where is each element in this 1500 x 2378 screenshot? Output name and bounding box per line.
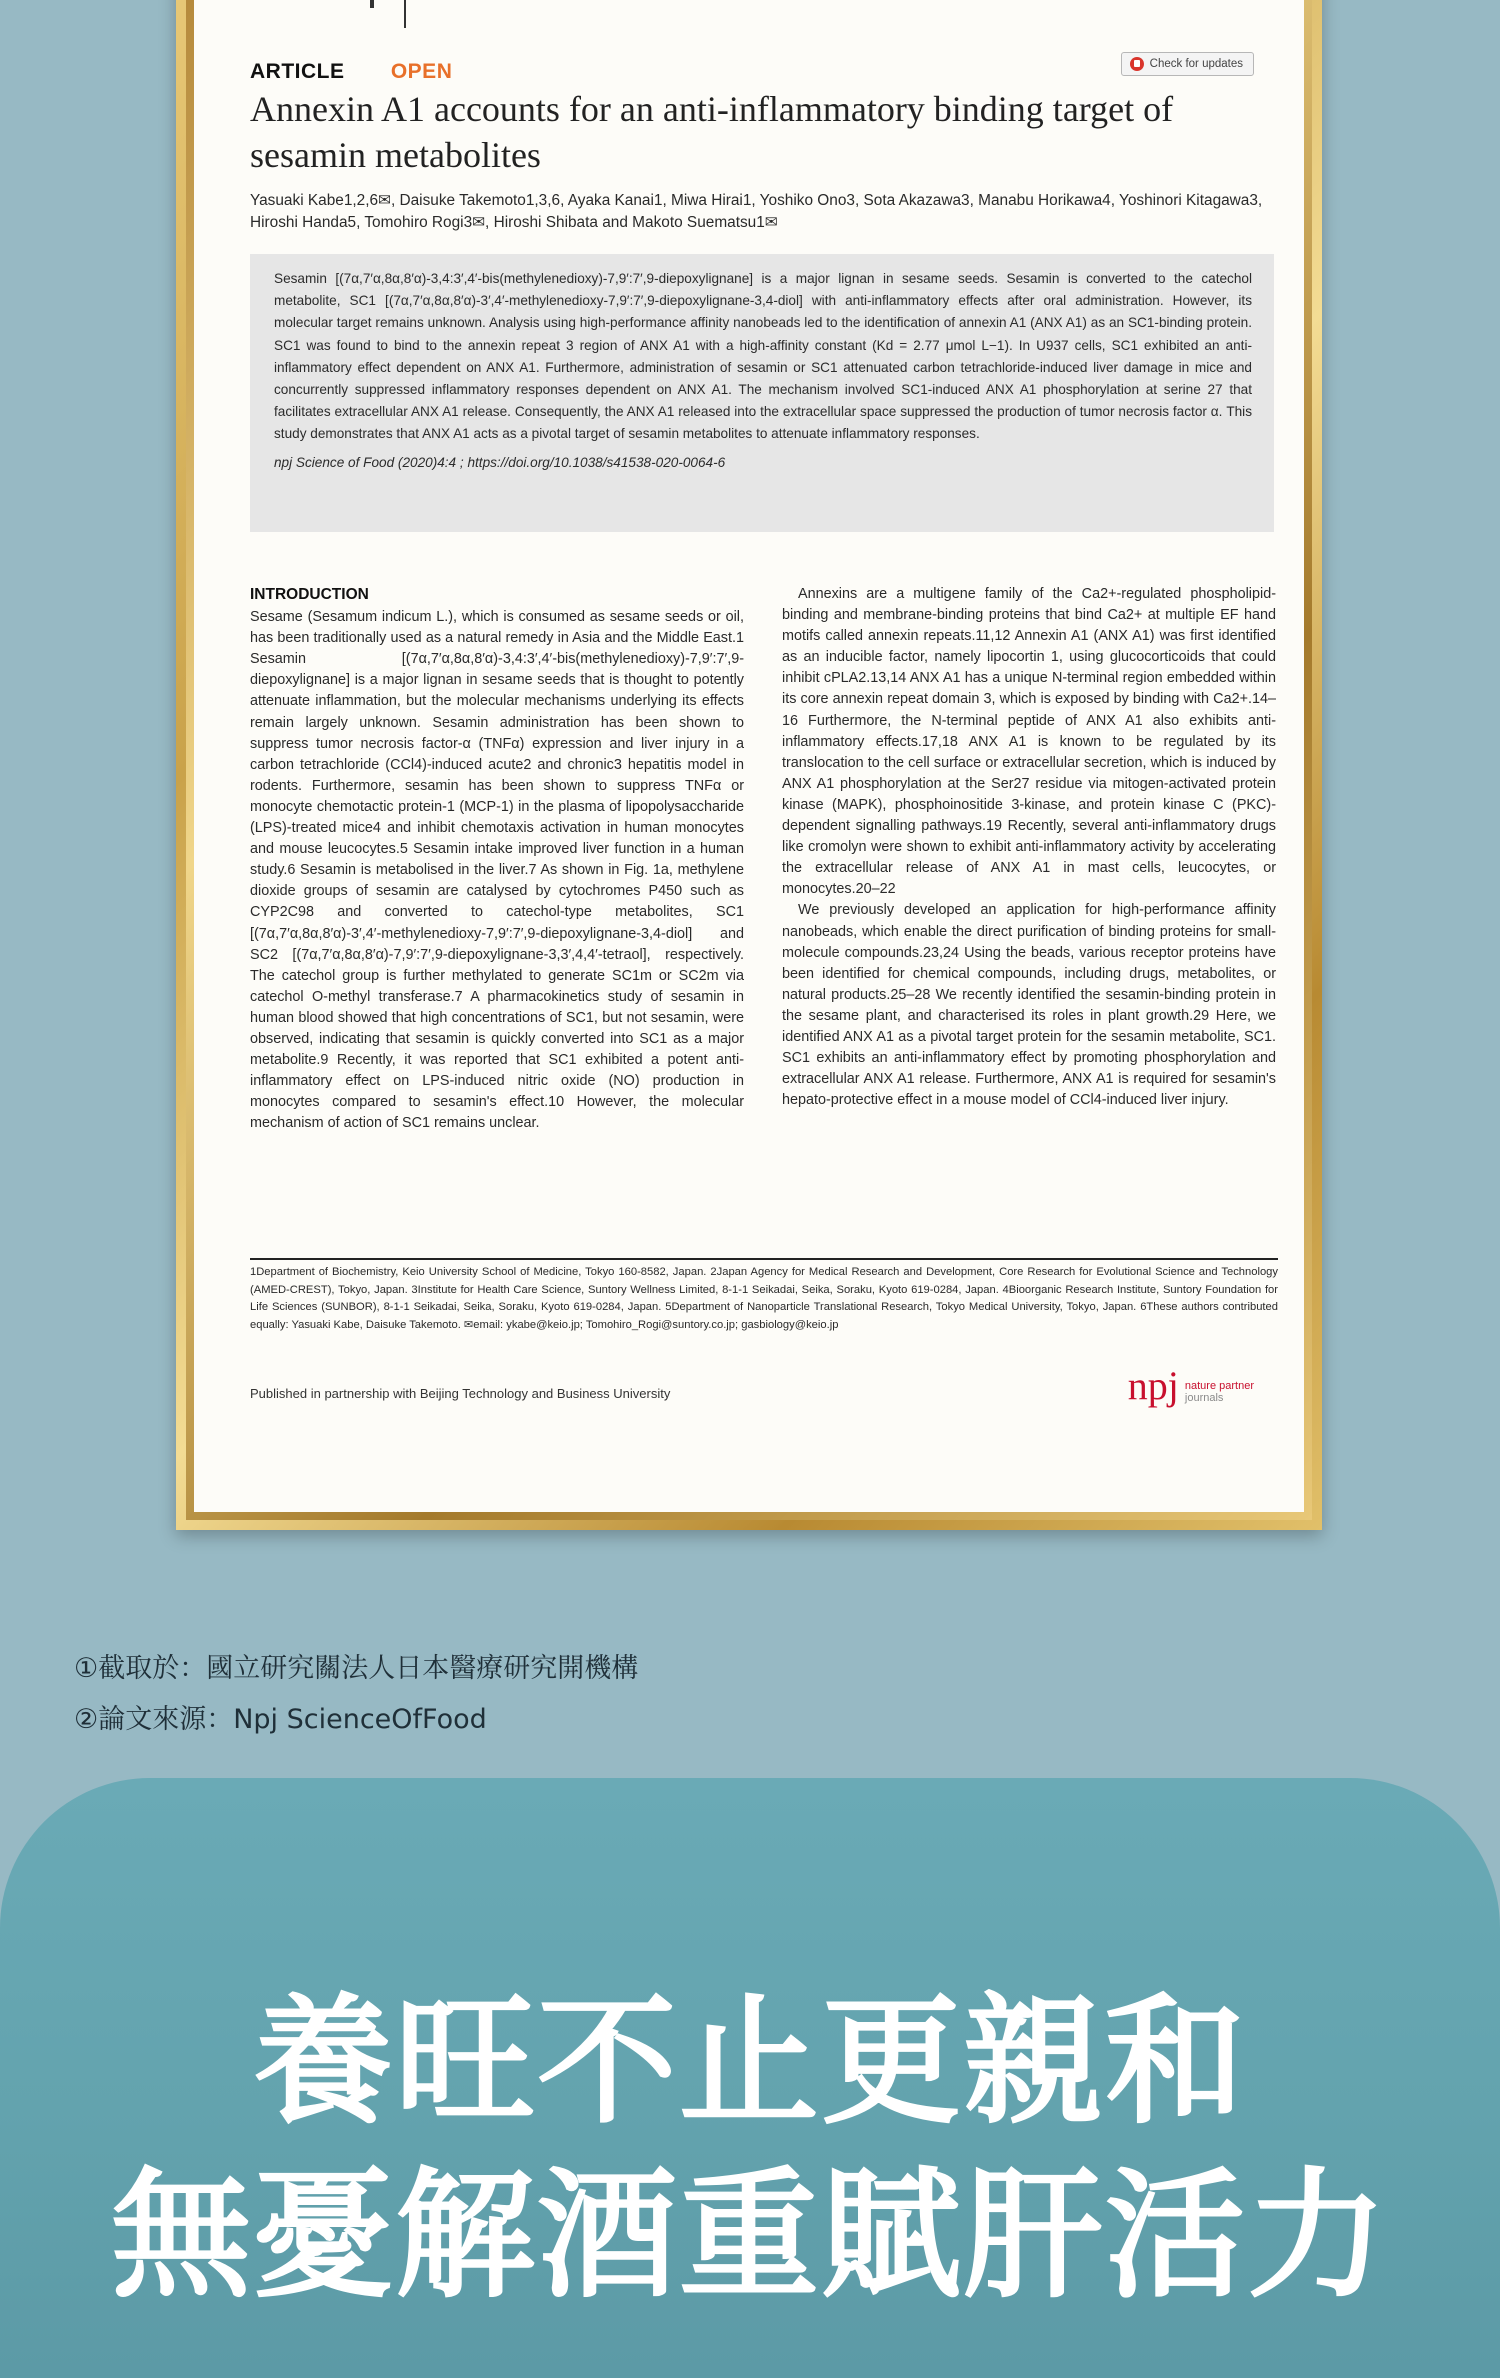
header-mark: [370, 0, 374, 8]
gold-picture-frame: [176, 0, 1322, 1530]
slogan-line-2: 無憂解酒重賦肝活力: [110, 2155, 1389, 2318]
header-divider: [404, 0, 406, 28]
abstract-box: [250, 254, 1274, 532]
check-for-updates-badge[interactable]: [1121, 52, 1254, 76]
intro-paragraph-1: Sesame (Sesamum indicum L.), which is consumed as sesame seeds or oil, has been traditionally used as a natural remedy in Asia and the Middle East.1 Sesamin [(7α,7′α,8α,8′α)-3,4:3′,4′-bis(methylenedioxy)-7,9′:7′,9-diepoxylignane] is a major lignan in sesame seeds that is thought to potently attenuate inflammation, but the molecular mechanisms underlying its effects remain largely unknown. Sesamin administration has been shown to suppress tumor necrosis factor-α (TNFα) expression and liver injury in a carbon tetrachloride (CCl4)-induced acute2 and chronic3 hepatitis model in rodents. Furthermore, sesamin has been shown to suppress TNFα or monocyte chemotactic protein-1 (MCP-1) in the plasma of lipopolysaccharide (LPS)-treated mice4 and inhibit chemotaxis activation in human monocytes and mouse leucocytes.5 Sesamin intake improved liver function in a human study.6 Sesamin is metabolised in the liver.7 As shown in Fig. 1a, methylene dioxide groups of sesamin are catalysed by cytochromes P450 such as CYP2C98 and converted to catechol-type metabolites, SC1 [(7α,7′α,8α,8′α)-3′,4′-methylenedioxy-7,9′:7′,9-diepoxylignane-3,4-diol] and SC2 [(7α,7′α,8α,8′α)-7,9′:7′,9-diepoxylignane-3,3′,4,4′-tetraol], respectively. The catechol group is further methylated to generate SC1m or SC2m via catechol O-methyl transferase.7 A pharmacokinetics study of sesamin in human blood showed that high concentrations of SC1, but not sesamin, were observed, indicating that sesamin is quickly converted into SC1 as a major metabolite.9 Recently, it was reported that SC1 exhibited a potent anti-inflammatory effect on LPS-induced nitric oxide (NO) production in monocytes compared to sesamin's effect.10 However, the molecular mechanism of action of SC1 remains unclear.: [250, 609, 744, 1132]
source-credits: [74, 1643, 638, 1745]
footnote-rule: [250, 1258, 1278, 1260]
intro-paragraph-2: Annexins are a multigene family of the Ca2+-regulated phospholipid-binding and membrane-binding proteins that bind Ca2+ at multiple EF hand motifs called annexin repeats.11,12 Annexin A1 (ANX A1) was first identified as an inducible factor, namely lipocortin 1, using glucocorticoids that could inhibit cPLA2.13,14 ANX A1 has a unique N-terminal region embedded within its core annexin repeat domain 3, which is exposed by binding with Ca2+.14–16 Furthermore, the N-terminal peptide of ANX A1 also exhibits anti-inflammatory effects.17,18 ANX A1 is known to be regulated by its translocation to the cell surface or extracellular secretion, which is induced by ANX A1 phosphorylation at the Ser27 residue via mitogen-activated protein kinase (MAPK), phosphoinositide 3-kinase, and protein kinase C (PKC)-dependent signalling pathways.19 Recently, several anti-inflammatory drugs like cromolyn were shown to exhibit anti-inflammatory activity by accelerating the extracellular release of ANX A1 in mast cells, leucocytes, or monocytes.20–22: [782, 586, 1276, 898]
paper-title: Annexin A1 accounts for an anti-inflammatory binding target of sesamin metabolites: [250, 89, 1174, 175]
credit-line-2: ②論文來源：Npj ScienceOfFood: [74, 1704, 487, 1735]
slogan-line-1: 養旺不止更親和: [252, 1981, 1247, 2144]
intro-paragraph-3: We previously developed an application for high-performance affinity nanobeads, which enable the direct purification of binding proteins for small-molecule compounds.23,24 Using the beads, various receptor proteins have been identified for chemical compounds, including drugs, metabolites, or natural products.25–28 We recently identified the sesamin-binding protein in the sesame plant, and characterised its roles in plant growth.29 Here, we identified ANX A1 as a pivotal target protein for the sesamin metabolite, SC1. SC1 exhibits an anti-inflammatory effect by promoting phosphorylation and extracellular ANX A1 release. Furthermore, ANX A1 is required for sesamin's hepato-protective effect in a mouse model of CCl4-induced liver injury.: [782, 902, 1276, 1109]
abstract-text: Sesamin [(7α,7′α,8α,8′α)-3,4:3′,4′-bis(methylenedioxy)-7,9′:7′,9-diepoxylignane] is a major lignan in sesame seeds. Sesamin is converted to the catechol metabolite, SC1 [(7α,7′α,8α,8′α)-3′,4′-methylenedioxy-7,9′:7′,9-diepoxylignane-3,4-diol] with anti-inflammatory effects after oral administration. However, its molecular target remains unknown. Analysis using high-performance affinity nanobeads led to the identification of annexin A1 (ANX A1) as an SC1-binding protein. SC1 was found to bind to the annexin repeat 3 region of ANX A1 with a high-affinity constant (Kd = 2.77 μmol L−1). In U937 cells, SC1 exhibited an anti-inflammatory effect dependent on ANX A1. Furthermore, administration of sesamin or SC1 attenuated carbon tetrachloride-induced liver damage in mice and concurrently suppressed inflammatory responses dependent on ANX A1. The mechanism involved SC1-induced ANX A1 phosphorylation at serine 27 that facilitates extracellular ANX A1 release. Consequently, the ANX A1 released into the extracellular space suppressed the production of tumor necrosis factor α. This study demonstrates that ANX A1 acts as a pivotal target of sesamin metabolites to attenuate inflammatory responses.: [274, 271, 1252, 442]
paper-page: [194, 0, 1304, 1512]
nature-partner-journals-text: [1185, 1380, 1254, 1404]
article-type-header: [250, 60, 452, 84]
author-list: Yasuaki Kabe1,2,6✉, Daisuke Takemoto1,3,6, Ayaka Kanai1, Miwa Hirai1, Yoshiko Ono3, Sota Akazawa3, Manabu Horikawa4, Yoshinori Kitagawa3, Hiroshi Handa5, Tomohiro Rogi3✉, Hiroshi Shibata and Makoto Suematsu1✉: [250, 192, 1263, 231]
published-partnership-note: Published in partnership with Beijing Technology and Business University: [250, 1386, 671, 1401]
npj-logo: [1127, 1363, 1254, 1408]
open-access-label: OPEN: [390, 60, 453, 83]
section-heading-introduction: INTRODUCTION: [250, 586, 369, 603]
affiliations-footnote: 1Department of Biochemistry, Keio University School of Medicine, Tokyo 160-8582, Japan. 2Japan Agency for Medical Research and Development, Core Research for Evolutional Science and Technology (AMED-CREST), Tokyo, Japan. 3Institute for Health Care Science, Suntory Wellness Limited, 8-1-1 Seikadai, Seika, Soraku, Kyoto 619-0284, Japan. 4Bioorganic Research Institute, Suntory Foundation for Life Sciences (SUNBOR), 8-1-1 Seikadai, Seika, Soraku, Kyoto 619-0284, Japan. 5Department of Nanoparticle Translational Research, Tokyo Medical University, Tokyo, Japan. 6These authors contributed equally: Yasuaki Kabe, Daisuke Takemoto. ✉email: ykabe@keio.jp; Tomohiro_Rogi@suntory.co.jp; gasbiology@keio.jp: [250, 1266, 1278, 1331]
right-column: [782, 584, 1276, 1111]
npj-wordmark: npj: [1127, 1363, 1179, 1408]
nature-partner-label: nature partner: [1184, 1380, 1254, 1392]
left-column: [250, 584, 744, 1134]
check-updates-label: Check for updates: [1149, 58, 1243, 70]
check-updates-icon: [1130, 57, 1144, 71]
credit-line-1: ①截取於：國立研究關法人日本醫療研究開機構: [74, 1653, 639, 1684]
citation-line: npj Science of Food (2020)4:4 ; https://doi.org/10.1038/s41538-020-0064-6: [274, 454, 726, 470]
article-label: ARTICLE: [250, 60, 345, 83]
journals-label: journals: [1184, 1392, 1224, 1404]
